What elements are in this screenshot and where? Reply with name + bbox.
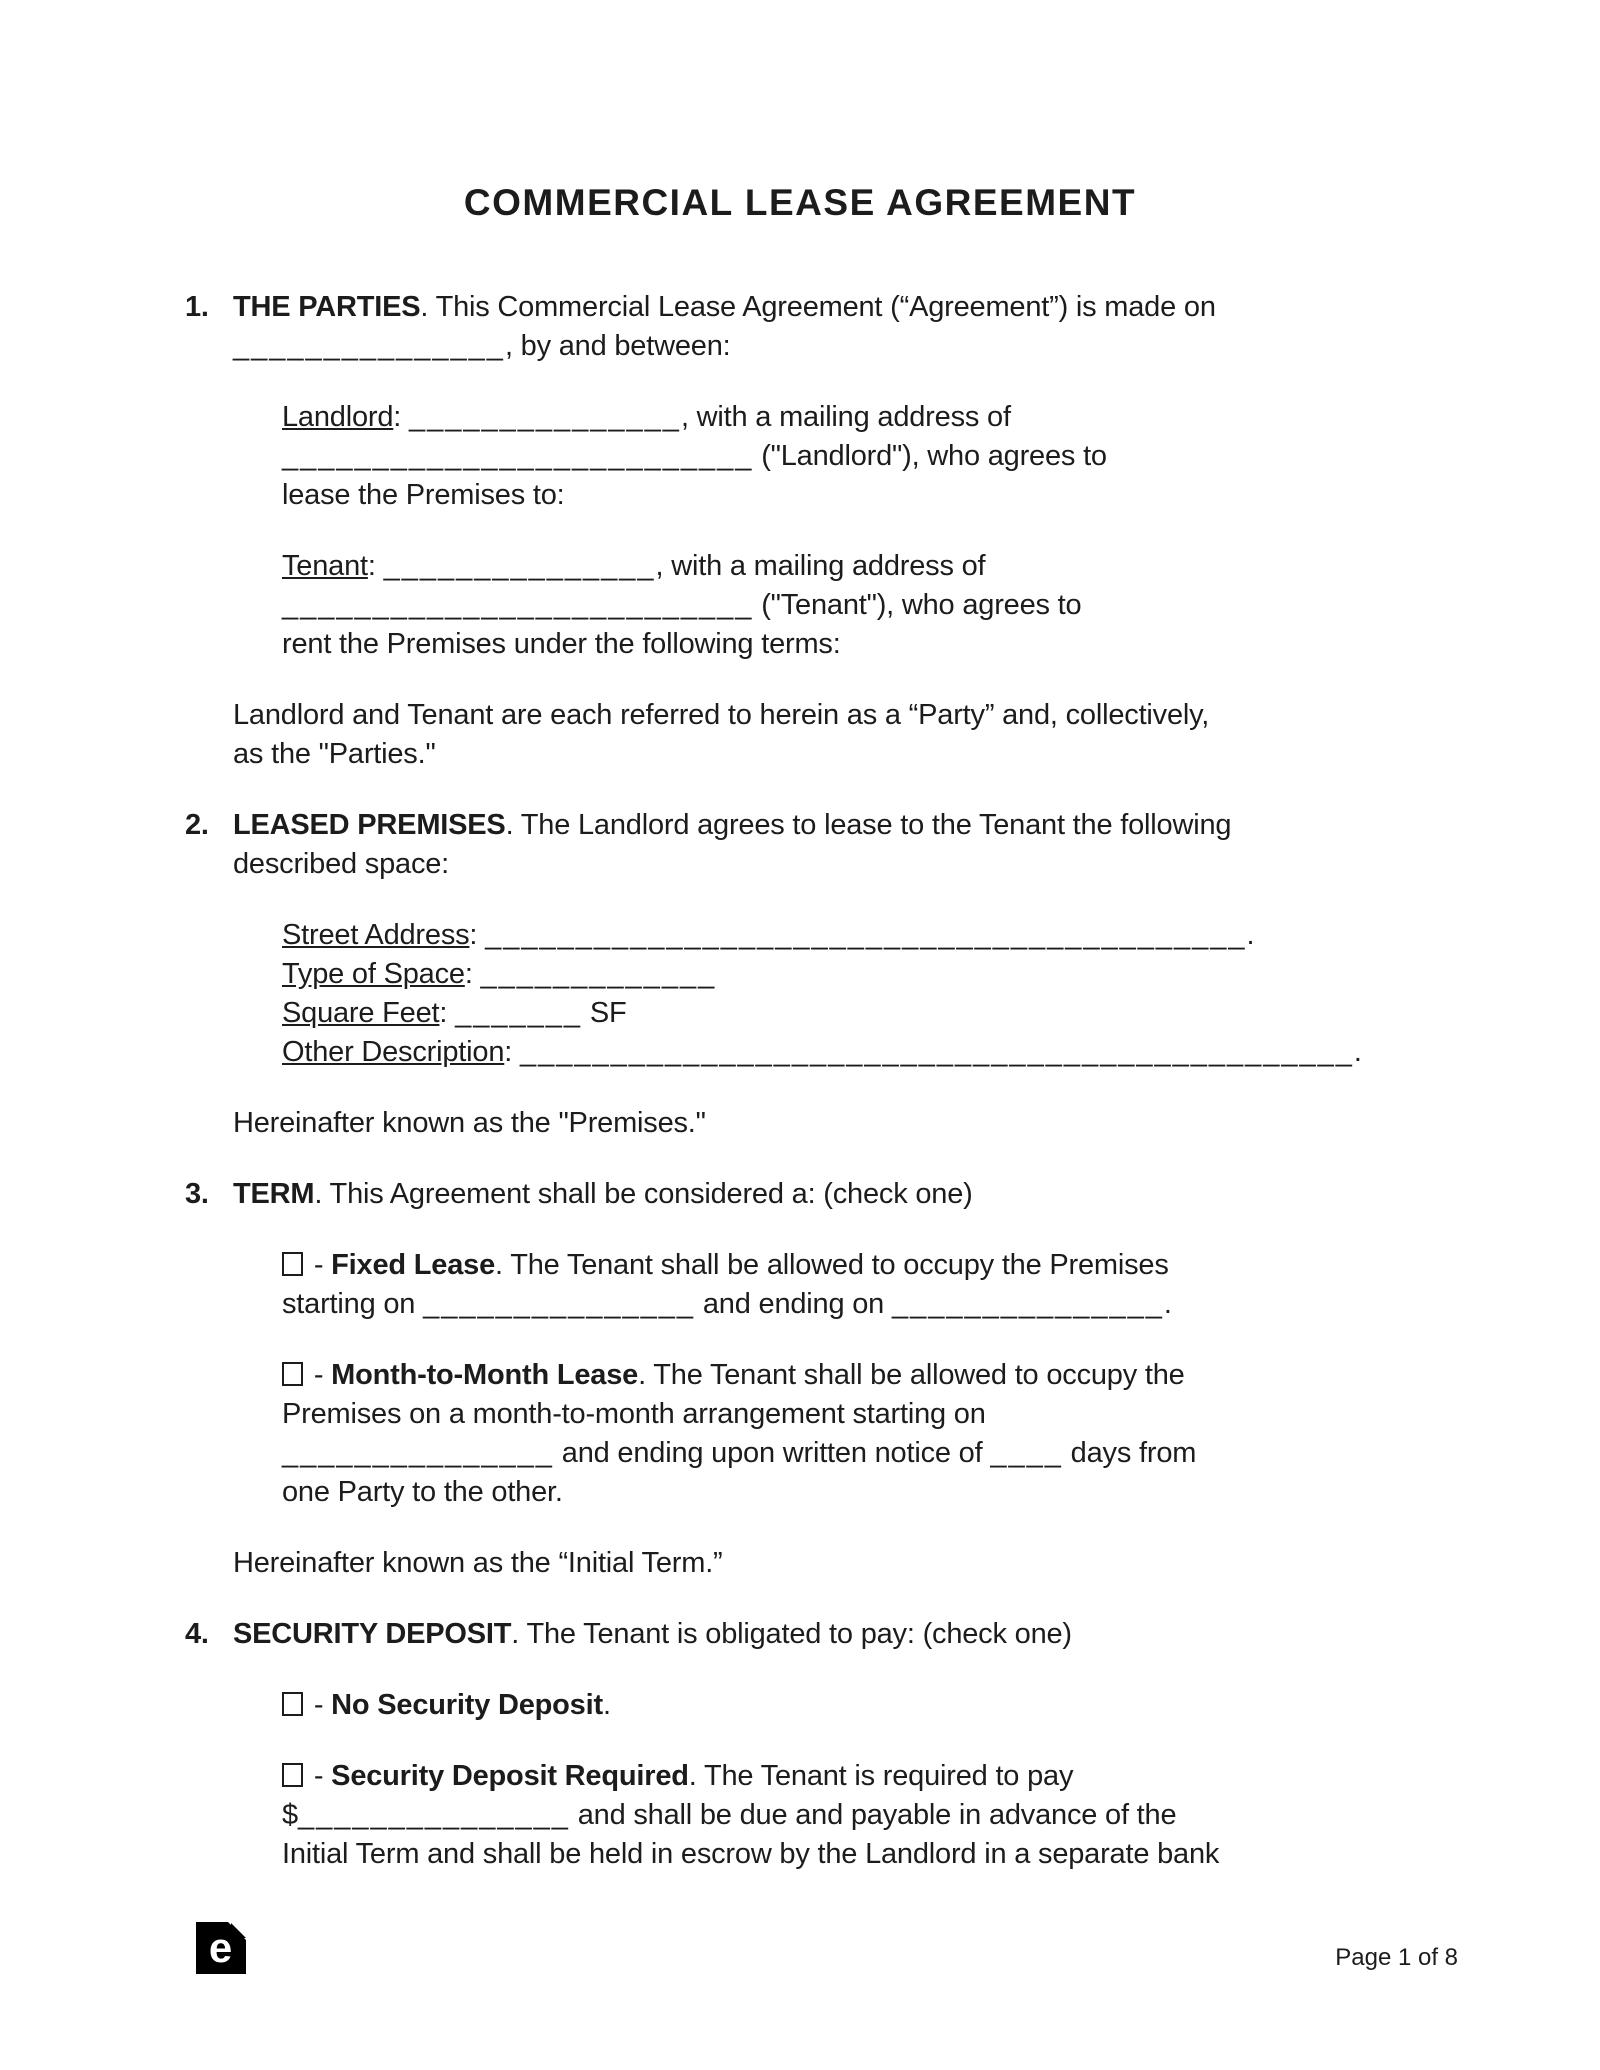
text-run: . <box>602 1689 611 1721</box>
text-run: - <box>306 1760 332 1792</box>
text-run: : <box>439 997 456 1029</box>
text-run: . <box>1246 919 1255 951</box>
blank-line: __________________________________________ <box>485 919 1247 951</box>
section <box>185 806 1430 1143</box>
blank-line: ____ <box>990 1437 1063 1469</box>
text-run: - <box>306 1689 332 1721</box>
section <box>185 1615 1430 1874</box>
paragraph <box>233 1544 1430 1583</box>
logo-letter: e <box>208 1924 233 1971</box>
section-number: 1. <box>185 291 209 323</box>
bold-text-run: Fixed Lease <box>331 1249 495 1281</box>
text-run: as the "Parties." <box>233 738 436 770</box>
text-run: , with a mailing address of <box>655 550 986 582</box>
text-run: , by and between: <box>504 330 731 362</box>
bold-text-run: Security Deposit Required <box>331 1760 689 1792</box>
underlined-label: Type of Space <box>282 958 465 990</box>
text-run: ("Landlord"), who agrees to <box>753 440 1107 472</box>
text-run: Initial Term and shall be held in escrow by the Landlord in a separate bank <box>282 1838 1220 1870</box>
underlined-label: Street Address <box>282 919 470 951</box>
blank-line: _______________ <box>383 550 656 582</box>
section <box>185 288 1430 774</box>
text-run: : <box>504 1036 520 1068</box>
text-run: one Party to the other. <box>282 1476 563 1508</box>
text-run: lease the Premises to: <box>282 479 565 511</box>
underlined-label: Other Description <box>282 1036 505 1068</box>
document-title: COMMERCIAL LEASE AGREEMENT <box>463 182 1137 223</box>
blank-line: ______________________________________________ <box>519 1036 1354 1068</box>
text-run: . The Landlord agrees to lease to the Tenant the following <box>505 809 1232 841</box>
blank-line: _______________ <box>282 1437 554 1469</box>
blank-line: __________________________ <box>282 589 754 621</box>
paragraph <box>233 1175 1430 1214</box>
text-run: - <box>306 1249 332 1281</box>
section <box>185 1175 1430 1583</box>
text-run: : <box>464 958 481 990</box>
paragraph <box>282 1246 1430 1324</box>
text-run: days from <box>1062 1437 1197 1469</box>
text-run: $ <box>282 1799 298 1831</box>
paragraph <box>282 916 1430 1072</box>
text-run: . The Tenant shall be allowed to occupy the Premises <box>495 1249 1169 1281</box>
checkbox-icon <box>282 1252 303 1276</box>
paragraph <box>282 1356 1430 1512</box>
section-number: 4. <box>185 1618 209 1650</box>
checkbox-icon <box>282 1692 303 1716</box>
checkbox-icon <box>282 1362 303 1386</box>
paragraph <box>282 1686 1430 1725</box>
text-run: . The Tenant is obligated to pay: (check one) <box>511 1618 1072 1650</box>
text-run: ("Tenant"), who agrees to <box>753 589 1082 621</box>
text-run: rent the Premises under the following terms: <box>282 628 841 660</box>
text-run: and ending on <box>695 1288 892 1320</box>
text-run: and ending upon written notice of <box>553 1437 991 1469</box>
text-run: and shall be due and payable in advance of the <box>569 1799 1177 1831</box>
paragraph <box>233 1104 1430 1143</box>
text-run: Landlord and Tenant are each referred to herein as a “Party” and, collectively, <box>233 699 1210 731</box>
bold-text-run: SECURITY DEPOSIT <box>233 1618 512 1650</box>
paragraph <box>282 547 1430 664</box>
page-number-label: Page 1 of 8 <box>1335 1944 1458 1971</box>
blank-line: _______________ <box>423 1288 696 1320</box>
text-run: . <box>1353 1036 1362 1068</box>
blank-line: __________________________ <box>282 440 754 472</box>
text-run: - <box>306 1359 332 1391</box>
checkbox-icon <box>282 1763 303 1787</box>
section-number: 3. <box>185 1178 209 1210</box>
bold-text-run: TERM <box>233 1178 315 1210</box>
bold-text-run: THE PARTIES <box>233 291 421 323</box>
text-run: Hereinafter known as the "Premises." <box>233 1107 706 1139</box>
bold-text-run: No Security Deposit <box>331 1689 603 1721</box>
document-body <box>185 288 1430 1906</box>
paragraph <box>282 398 1430 515</box>
text-run: described space: <box>233 848 450 880</box>
paragraph <box>233 806 1430 884</box>
text-run: . <box>1163 1288 1172 1320</box>
text-run: : <box>367 550 384 582</box>
text-run: SF <box>582 997 627 1029</box>
text-run: : <box>393 401 409 433</box>
blank-line: _____________ <box>480 958 717 990</box>
text-run: . The Tenant shall be allowed to occupy the <box>638 1359 1185 1391</box>
text-run: Premises on a month-to-month arrangement starting on <box>282 1398 986 1430</box>
blank-line: _______ <box>455 997 583 1029</box>
text-run: , with a mailing address of <box>680 401 1011 433</box>
section-number: 2. <box>185 809 209 841</box>
paragraph <box>233 696 1430 774</box>
bold-text-run: LEASED PREMISES <box>233 809 506 841</box>
blank-line: _______________ <box>891 1288 1164 1320</box>
underlined-label: Square Feet <box>282 997 440 1029</box>
paragraph <box>282 1757 1430 1874</box>
text-run: . This Commercial Lease Agreement (“Agreement”) is made on <box>420 291 1216 323</box>
underlined-label: Tenant <box>282 550 368 582</box>
eforms-logo-icon <box>196 1922 246 1974</box>
text-run: : <box>469 919 486 951</box>
text-run: . The Tenant is required to pay <box>688 1760 1074 1792</box>
underlined-label: Landlord <box>282 401 394 433</box>
text-run: Hereinafter known as the “Initial Term.” <box>233 1547 723 1579</box>
bold-text-run: Month-to-Month Lease <box>331 1359 639 1391</box>
paragraph <box>233 1615 1430 1654</box>
text-run: . This Agreement shall be considered a: (check one) <box>314 1178 973 1210</box>
text-run: starting on <box>282 1288 424 1320</box>
paragraph <box>233 288 1430 366</box>
blank-line: _______________ <box>233 330 505 362</box>
blank-line: _______________ <box>409 401 681 433</box>
blank-line: _______________ <box>297 1799 570 1831</box>
